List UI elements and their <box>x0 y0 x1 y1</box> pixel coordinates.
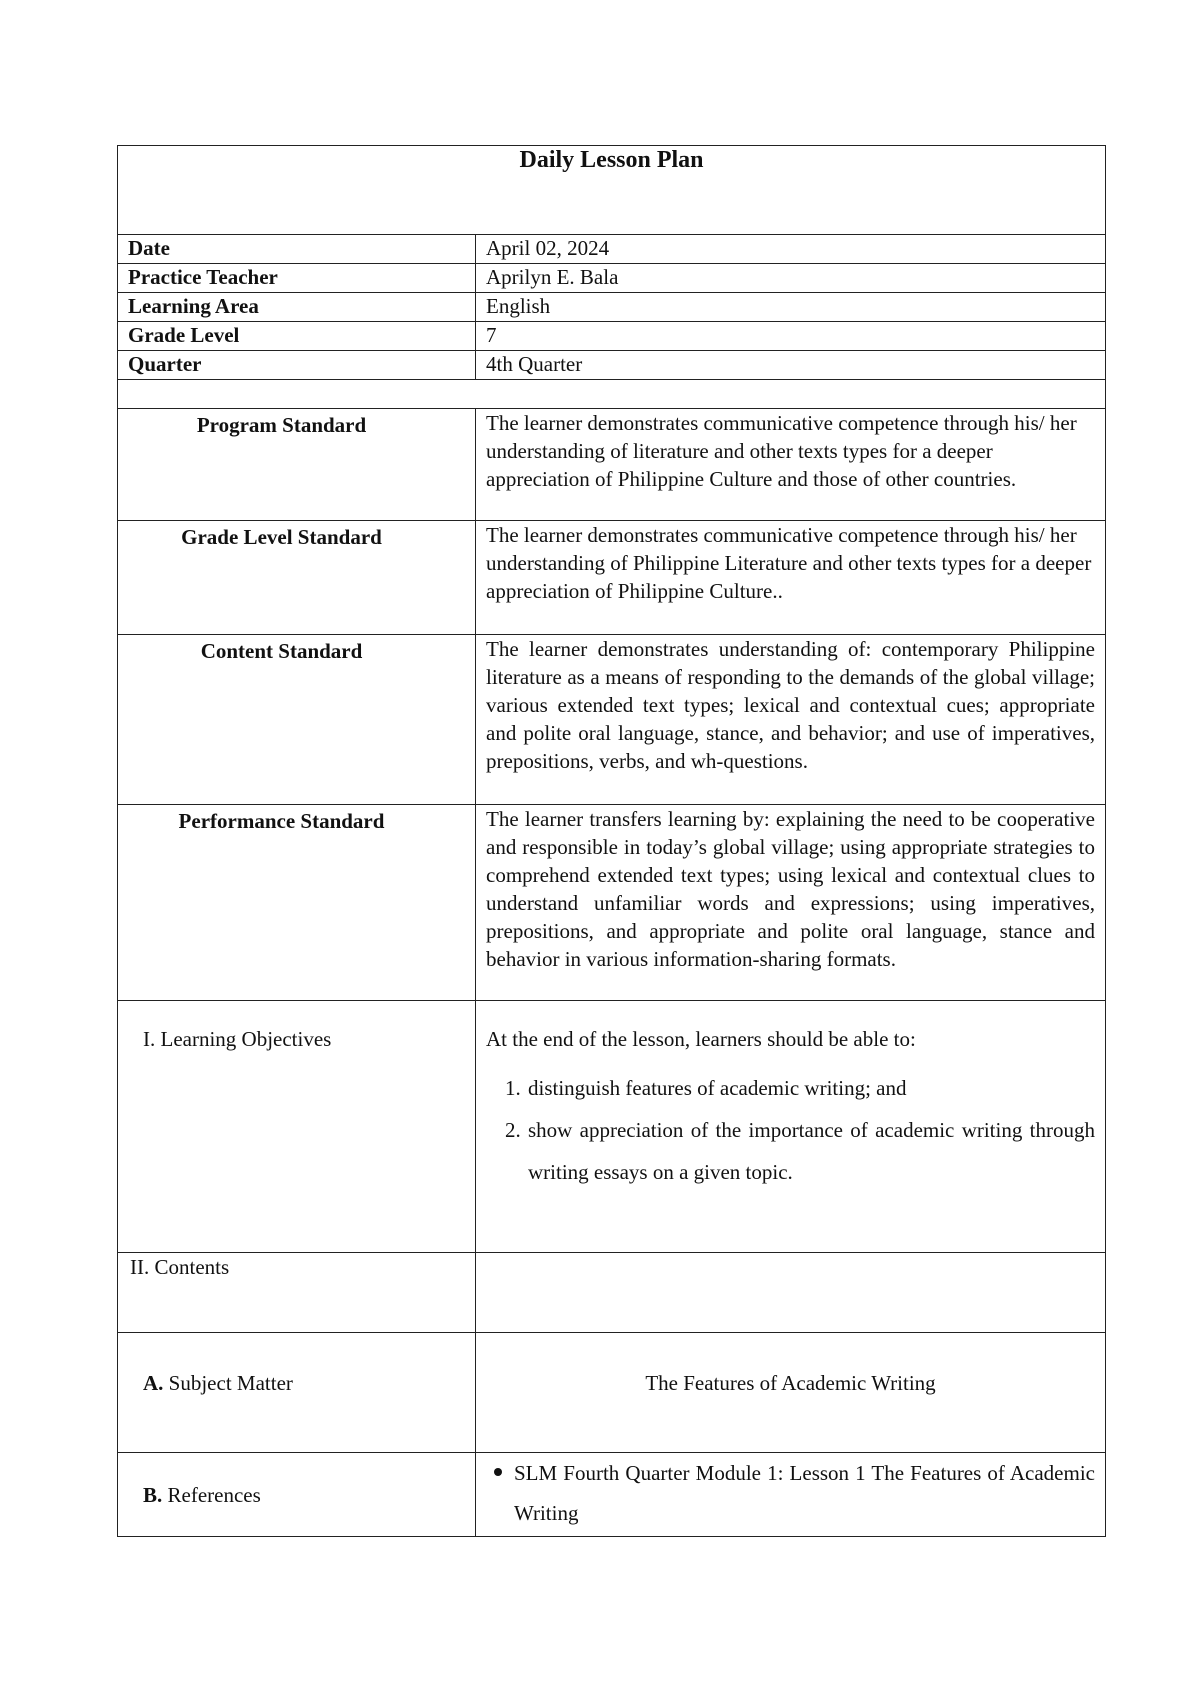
subject-matter-label <box>118 1333 476 1453</box>
info-row-learning-area <box>118 293 1106 322</box>
reference-text: SLM Fourth Quarter Module 1: Lesson 1 The Features of Academic Writing <box>514 1461 1095 1525</box>
references-row <box>118 1453 1106 1537</box>
contents-label: II. Contents <box>118 1253 476 1333</box>
list-item: 2. show appreciation of the importance of academic writing through writing essays on a given topic. <box>526 1109 1095 1193</box>
info-row-practice-teacher <box>118 264 1106 293</box>
grade-level-standard-row <box>118 521 1106 635</box>
references-label-text: References <box>162 1482 261 1507</box>
grade-level-standard-text: The learner demonstrates communicative competence through his/ her understanding of Philippine Literature and other texts types for a deeper appreciation of Philippine Culture.. <box>476 521 1106 635</box>
references-label <box>118 1453 476 1537</box>
content-standard-row <box>118 635 1106 805</box>
program-standard-label: Program Standard <box>118 409 476 521</box>
empty-cell <box>476 1253 1106 1333</box>
objectives-list <box>486 1067 1095 1193</box>
references-list <box>486 1453 1095 1533</box>
info-label: Learning Area <box>118 293 476 322</box>
info-label: Grade Level <box>118 322 476 351</box>
grade-level-standard-label: Grade Level Standard <box>118 521 476 635</box>
contents-row <box>118 1253 1106 1333</box>
content-standard-text: The learner demonstrates understanding of: contemporary Philippine literature as a means of responding to the demands of the global village; various extended text types; lexical and contextual cues; appropriate and polite oral language, stance, and behavior; and use of imperatives, prepositions, verbs, and wh-questions. <box>476 635 1106 805</box>
info-value: Aprilyn E. Bala <box>476 264 1106 293</box>
info-value: April 02, 2024 <box>476 235 1106 264</box>
info-label: Date <box>118 235 476 264</box>
lesson-plan-table <box>117 145 1106 1537</box>
content-standard-label: Content Standard <box>118 635 476 805</box>
list-item: 1. distinguish features of academic writing; and <box>526 1067 1095 1109</box>
learning-objectives-row <box>118 1001 1106 1253</box>
performance-standard-row <box>118 805 1106 1001</box>
performance-standard-text: The learner transfers learning by: explaining the need to be cooperative and responsible in today’s global village; using appropriate strategies to comprehend extended text types; using lexical and contextual clues to understand unfamiliar words and expressions; using imperatives, prepositions, and appropriate and polite oral language, stance and behavior in various information-sharing formats. <box>476 805 1106 1001</box>
subject-matter-value: The Features of Academic Writing <box>476 1333 1106 1453</box>
spacer-row <box>118 380 1106 409</box>
program-standard-text: The learner demonstrates communicative competence through his/ her understanding of literature and other texts types for a deeper appreciation of Philippine Culture and those of other countries. <box>476 409 1106 521</box>
info-label: Quarter <box>118 351 476 380</box>
info-row-quarter <box>118 351 1106 380</box>
references-letter: B. <box>143 1482 163 1507</box>
page-title: Daily Lesson Plan <box>118 146 1106 235</box>
subject-matter-row <box>118 1333 1106 1453</box>
info-value: 4th Quarter <box>476 351 1106 380</box>
title-row <box>118 146 1106 235</box>
performance-standard-label: Performance Standard <box>118 805 476 1001</box>
info-row-grade-level <box>118 322 1106 351</box>
info-label: Practice Teacher <box>118 264 476 293</box>
objectives-intro: At the end of the lesson, learners should be able to: <box>486 1027 916 1051</box>
subject-matter-letter: A. <box>143 1371 164 1395</box>
learning-objectives-cell <box>476 1001 1106 1253</box>
info-row-date <box>118 235 1106 264</box>
list-item <box>506 1453 1095 1533</box>
program-standard-row <box>118 409 1106 521</box>
info-value: 7 <box>476 322 1106 351</box>
references-cell <box>476 1453 1106 1537</box>
subject-matter-label-text: Subject Matter <box>163 1371 293 1395</box>
learning-objectives-label: I. Learning Objectives <box>118 1001 476 1253</box>
bullet-icon <box>494 1468 502 1476</box>
info-value: English <box>476 293 1106 322</box>
empty-cell <box>118 380 1106 409</box>
